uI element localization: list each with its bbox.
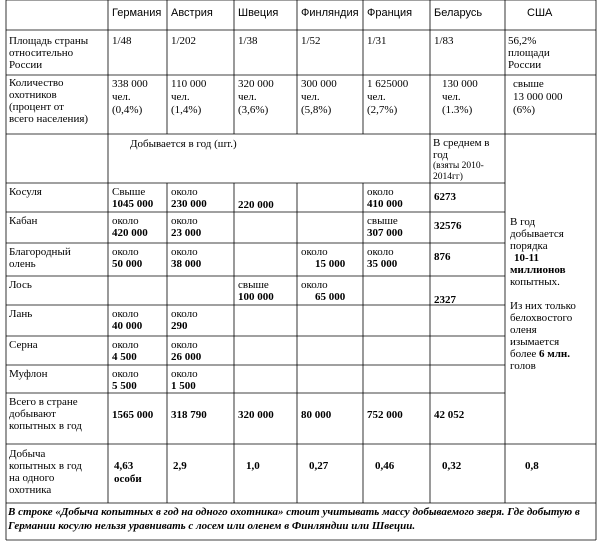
total-value: 320 000 [238, 409, 274, 421]
harvest-value: 220 000 [238, 199, 274, 211]
animal-name: Косуля [9, 186, 42, 198]
belarus-yearly-years: (взяты 2010- 2014гг) [433, 161, 484, 182]
row-label-per-hunter: Добыча копытных в год на одного охотника [9, 448, 82, 496]
harvest-value: около 50 000 [112, 246, 143, 270]
row-label-area: Площадь страны относительно России [9, 35, 89, 71]
header-country: Финляндия [301, 7, 359, 19]
harvest-value: около 38 000 [171, 246, 202, 270]
total-value: 318 790 [171, 409, 207, 421]
harvest-value: около 230 000 [171, 186, 207, 210]
harvest-value: около 35 000 [367, 246, 398, 270]
harvest-value: свыше 100 000 [238, 279, 274, 303]
area-value: 1/83 [434, 35, 454, 47]
harvest-value: свыше 307 000 [367, 215, 403, 239]
hunters-value: 130 000 чел. (1.3%) [442, 78, 478, 116]
per-hunter-value: 2,9 [173, 460, 187, 472]
header-country: Германия [112, 7, 162, 19]
per-hunter-value: 4,63 особи [114, 460, 142, 485]
animal-name: Лось [9, 279, 32, 291]
hunters-value: 320 000 чел. (3,6%) [238, 78, 274, 116]
per-hunter-value: 0,46 [375, 460, 395, 472]
hunters-value: 300 000 чел. (5,8%) [301, 78, 337, 116]
animal-name: Муфлон [9, 368, 48, 380]
total-value: 80 000 [301, 409, 332, 421]
harvest-value: около 410 000 [367, 186, 403, 210]
usa-yearly-text: В год добывается порядка 10-11 миллионов копытных. Из них только белохвостого оленя изымается более 6 млн. голов [510, 216, 576, 372]
animal-name: Кабан [9, 215, 38, 227]
per-hunter-value: 0,8 [525, 460, 539, 472]
harvest-value: около 65 000 [301, 279, 346, 303]
harvest-value: 32576 [434, 220, 462, 232]
harvest-value: около 5 500 [112, 368, 139, 392]
total-value: 752 000 [367, 409, 403, 421]
area-value: 1/38 [238, 35, 258, 47]
area-value: 1/202 [171, 35, 197, 47]
row-label-hunters: Количество охотников (процент от всего населения) [9, 77, 89, 125]
hunters-value-usa: свыше 13 000 000 (6%) [513, 78, 563, 116]
area-value: 1/48 [112, 35, 132, 47]
belarus-yearly-note: В среднем в год [433, 137, 490, 161]
hunters-value: 338 000 чел. (0,4%) [112, 78, 148, 116]
harvest-value: Свыше 1045 000 [112, 186, 154, 210]
per-hunter-value: 0,32 [442, 460, 462, 472]
hunters-value: 110 000 чел. (1,4%) [171, 78, 207, 116]
area-value-usa: 56,2% площади России [508, 35, 550, 71]
area-value: 1/31 [367, 35, 387, 47]
yearly-label: Добывается в год (шт.) [130, 138, 237, 150]
animal-name: Лань [9, 308, 33, 320]
header-country: США [527, 7, 553, 19]
harvest-value: около 40 000 [112, 308, 143, 332]
per-hunter-value: 0,27 [309, 460, 329, 472]
per-hunter-value: 1,0 [246, 460, 260, 472]
header-country: Беларусь [434, 7, 483, 19]
harvest-value: около 26 000 [171, 339, 202, 363]
table-footnote: В строке «Добыча копытных в год на одного охотника» стоит учитывать массу добываемого зверя. Где добытую в Германии косулю нельзя уравнивать с лосем или оленем в Финляндии или Швеции. [8, 506, 580, 532]
hunters-value: 1 625000 чел. (2,7%) [367, 78, 409, 116]
harvest-value: около 1 500 [171, 368, 198, 392]
harvest-value: 6273 [434, 191, 456, 203]
harvest-value: около 4 500 [112, 339, 139, 363]
header-country: Швеция [238, 7, 279, 19]
animal-name: Благородный олень [9, 246, 71, 270]
total-value: 1565 000 [112, 409, 154, 421]
animal-name: Серна [9, 339, 38, 351]
harvest-value: 876 [434, 251, 451, 263]
row-label-total: Всего в стране добывают копытных в год [9, 396, 82, 432]
harvest-value: 2327 [434, 294, 456, 306]
harvest-value: около 23 000 [171, 215, 202, 239]
area-value: 1/52 [301, 35, 321, 47]
harvest-value: около 15 000 [301, 246, 346, 270]
header-country: Франция [367, 7, 413, 19]
harvest-value: около 420 000 [112, 215, 148, 239]
harvest-value: около 290 [171, 308, 198, 332]
header-country: Австрия [171, 7, 213, 19]
total-value: 42 052 [434, 409, 465, 421]
